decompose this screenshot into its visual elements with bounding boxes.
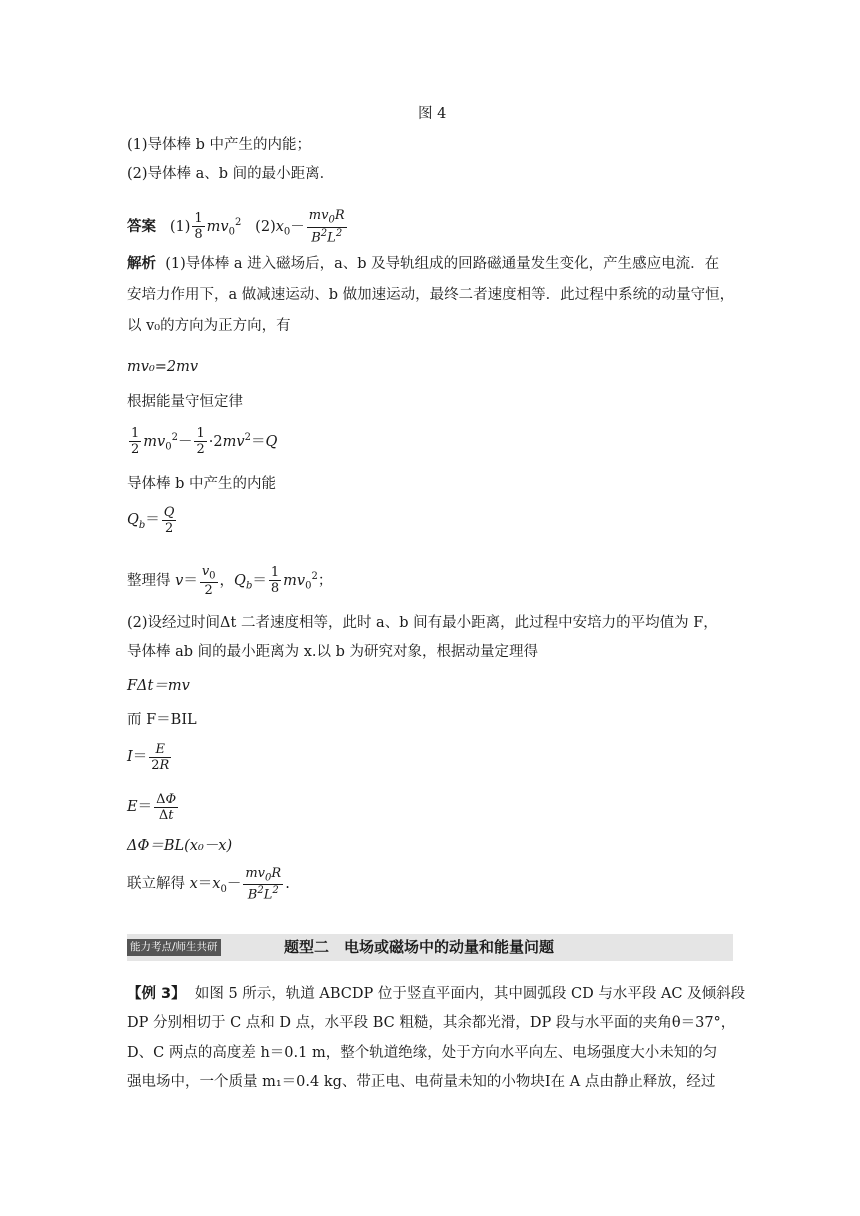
banner-title: 题型二 电场或磁场中的动量和能量问题 xyxy=(284,938,555,956)
energy-law: 根据能量守恒定律 xyxy=(127,394,243,410)
analysis-text-1: (1)导体棒 a 进入磁场后，a、b 及导轨组成的回路磁通量发生变化，产生感应电流．在 xyxy=(165,256,720,272)
question-1: (1)导体棒 b 中产生的内能； xyxy=(127,137,312,153)
figure-caption: 图 4 xyxy=(418,106,447,122)
example-line-2: DP 分别相切于 C 点和 D 点，水平段 BC 粗糙，其余都光滑，DP 段与水平面的夹角θ＝37°， xyxy=(127,1015,736,1031)
example-line-3: D、C 两点的高度差 h＝0.1 m，整个轨道绝缘，处于方向水平向左、电场强度大小未知的匀 xyxy=(127,1045,718,1061)
answer-line: 答案 (1) $\frac{1}{8}$ $mv_0^2$ $(2)x_0-$ $\frac{mv_0R}{B^2L^2}$ xyxy=(127,208,345,246)
eq-emf: E＝ $\frac{\Delta\Phi}{\Delta t}$ xyxy=(127,791,177,823)
eq-solution: 联立解得 $x=x_0-$ $\frac{mv_0R}{B^2L^2}$ . xyxy=(127,865,290,903)
eq-energy: $\frac{1}{2}$ $mv_0^2-$ $\frac{1}{2}$ $\cdot 2mv^2=Q$ xyxy=(131,426,278,458)
example-label: 【例 3】 xyxy=(127,986,186,1002)
eq-force: 而 F＝BIL xyxy=(127,712,197,728)
eq-heat: $Q_b=$ $\frac{Q}{2}$ xyxy=(127,504,175,536)
answer-label: 答案 xyxy=(127,218,156,235)
analysis-line-2: 安培力作用下，a 做减速运动、b 做加速运动，最终二者速度相等．此过程中系统的动量守恒， xyxy=(127,287,735,303)
analysis-line-1 xyxy=(127,254,719,274)
example-text-1: 如图 5 所示，轨道 ABCDP 位于竖直平面内，其中圆弧段 CD 与水平段 AC 及倾斜段 xyxy=(194,986,746,1002)
analysis-label: 解析 xyxy=(127,256,156,272)
section-banner xyxy=(127,934,733,961)
eq-flux: ΔΦ＝BL(x₀－x) xyxy=(127,838,233,854)
question-2: (2)导体棒 a、b 间的最小距离． xyxy=(127,166,335,182)
heat-b: 导体棒 b 中产生的内能 xyxy=(127,476,276,492)
example-line-1 xyxy=(127,984,745,1004)
banner-tag: 能力考点/师生共研 xyxy=(127,939,221,956)
eq-current: I＝ $\frac{E}{2R}$ xyxy=(127,741,170,773)
part2-line-2: 导体棒 ab 间的最小距离为 x.以 b 为研究对象，根据动量定理得 xyxy=(127,644,539,660)
analysis-line-3: 以 v₀的方向为正方向，有 xyxy=(127,318,291,334)
solve-label: 联立解得 xyxy=(127,876,185,892)
eq-momentum: mv₀=2mv xyxy=(127,359,199,375)
eq-result: 整理得 v＝ $\frac{v_0}{2}$ ，$Q_b=$ $\frac{1}{8}$ $mv_0^2$； xyxy=(127,563,333,599)
part2-line-1: (2)设经过时间Δt 二者速度相等，此时 a、b 间有最小距离，此过程中安培力的平均值为 F， xyxy=(127,615,718,631)
eq-impulse: FΔt＝mv xyxy=(127,678,190,694)
organize-label: 整理得 xyxy=(127,572,171,589)
example-line-4: 强电场中，一个质量 m₁＝0.4 kg、带正电、电荷量未知的小物块Ⅰ在 A 点由静止释放，经过 xyxy=(127,1074,716,1090)
